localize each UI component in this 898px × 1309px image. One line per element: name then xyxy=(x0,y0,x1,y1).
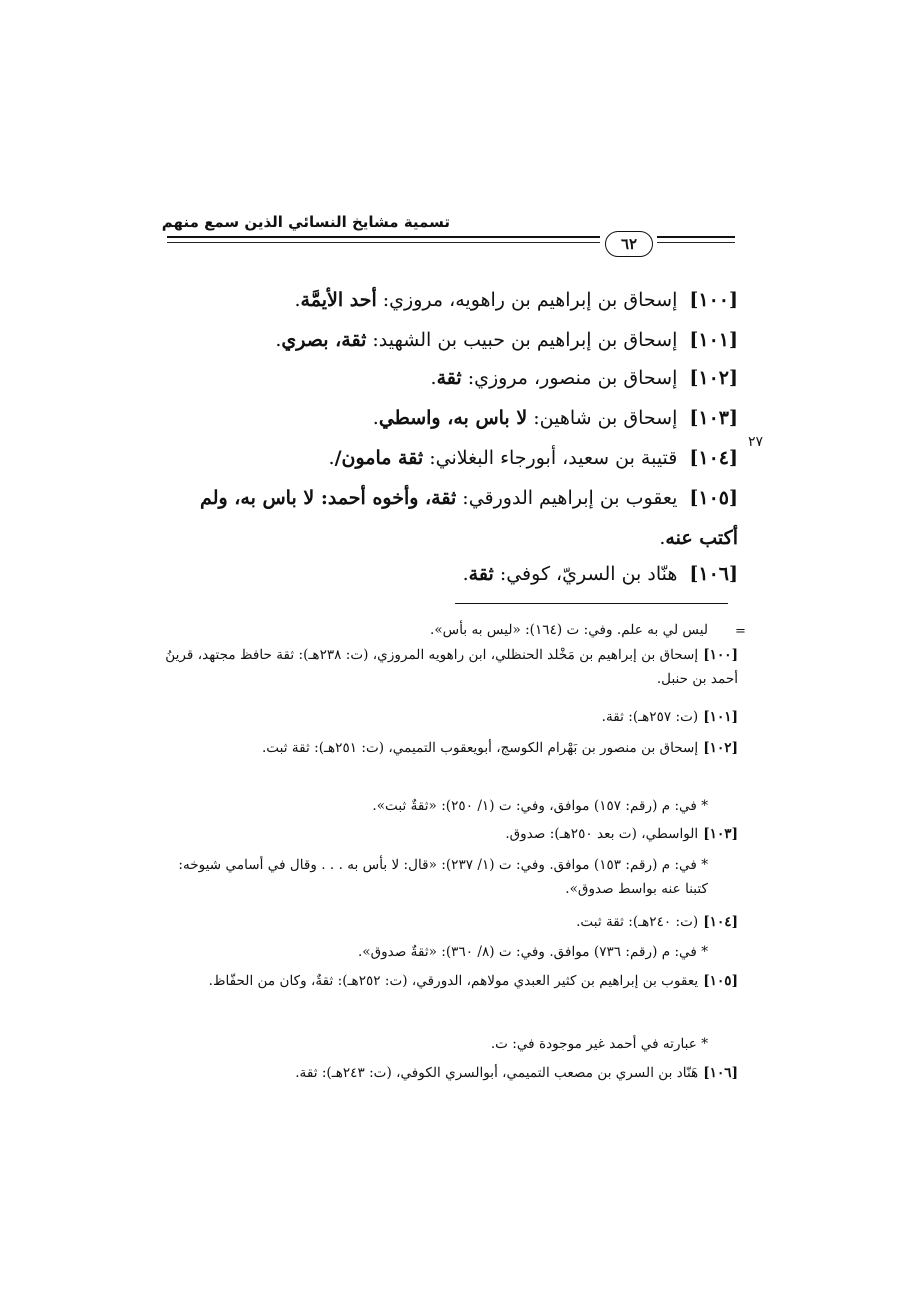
entry-text: إسحاق بن منصور، مروزي: xyxy=(467,367,678,389)
entry-100 xyxy=(294,280,738,320)
entry-104 xyxy=(329,438,738,478)
footnote-text: إسحاق بن منصور بن بَهْرام الكوسج، أبويعقوب التميمي، (ت: ٢٥١هـ): ثقة ثبت. xyxy=(261,740,699,756)
entry-number: [١٠١] xyxy=(689,329,738,351)
footnote-number: [١٠١] xyxy=(703,709,738,725)
entry-text: إسحاق بن شاهين: xyxy=(533,407,678,429)
footnote-note: * في: م (رقم: ١٥٧) موافق، وفي: ت (١/ ٢٥٠): «ثقةٌ ثبت». xyxy=(372,798,708,814)
footnote-number: [١٠٤] xyxy=(703,914,738,930)
footnote-100 xyxy=(160,643,738,691)
running-title: تسمية مشايخ النسائي الذين سمع منهم xyxy=(161,213,450,231)
footnote-105 xyxy=(160,969,738,993)
entry-end: . xyxy=(275,329,282,351)
footnote-102 xyxy=(160,736,738,760)
footnote-number: [١٠٥] xyxy=(703,973,738,989)
entry-103 xyxy=(373,398,738,438)
footnote-note: * في: م (رقم: ١٥٣) موافق. وفي: ت (١/ ٢٣٧): «قال: لا بأس به . . . وقال في أسامي شيوخه: كتبنا عنه بواسط صدوق». xyxy=(178,857,708,897)
entry-grade: ثقة xyxy=(468,563,494,585)
entry-grade: ثقة xyxy=(436,367,462,389)
entry-grade: ثقة، بصري xyxy=(281,329,367,351)
footnote-101 xyxy=(602,705,738,729)
header-rule-bottom xyxy=(167,242,600,243)
entry-number: [١٠٠] xyxy=(689,289,738,311)
footnote-line: ليس لي به علم. وفي: ت (١٦٤): «ليس به بأس». xyxy=(430,622,708,638)
entry-105 xyxy=(163,478,738,558)
header-rule-top xyxy=(167,236,600,238)
entry-grade: ثقة مامون/ xyxy=(334,447,424,469)
page-number: ٦٢ xyxy=(605,231,653,257)
entry-number: [١٠٤] xyxy=(689,447,738,469)
entry-end: . xyxy=(294,289,301,311)
footnote-text: يعقوب بن إبراهيم بن كثير العبدي مولاهم، الدورقي، (ت: ٢٥٢هـ): ثقةٌ، وكان من الحفّاظ. xyxy=(208,973,699,989)
footnote-note: * في: م (رقم: ٧٣٦) موافق. وفي: ت (٨/ ٣٦٠): «ثقةٌ صدوق». xyxy=(357,944,708,960)
footnote-104 xyxy=(576,910,738,934)
entry-end: . xyxy=(462,563,469,585)
entry-text: هنّاد بن السريّ، كوفي: xyxy=(499,563,678,585)
footnote-continuation-marker: = xyxy=(735,624,746,639)
entry-number: [١٠٣] xyxy=(689,407,738,429)
entry-number: [١٠٥] xyxy=(689,487,738,509)
footnote-separator xyxy=(455,603,728,604)
entry-number: [١٠٦] xyxy=(689,563,738,585)
entry-102 xyxy=(431,358,738,398)
footnote-note: * عبارته في أحمد غير موجودة في: ت. xyxy=(490,1036,708,1052)
footnote-text: هَنّاد بن السري بن مصعب التميمي، أبوالسري الكوفي، (ت: ٢٤٣هـ): ثقة. xyxy=(295,1065,699,1081)
entry-text: يعقوب بن إبراهيم الدورقي: xyxy=(462,487,678,509)
entry-end: . xyxy=(659,527,666,549)
footnote-text: (ت: ٢٤٠هـ): ثقة ثبت. xyxy=(576,914,699,930)
entry-end: . xyxy=(430,367,437,389)
footnote-number: [١٠٦] xyxy=(703,1065,738,1081)
footnote-text: إسحاق بن إبراهيم بن مَخْلد الحنظلي، ابن راهويه المروزي، (ت: ٢٣٨هـ): ثقة حافظ مجتهد، قرينُ أحمد بن حنبل. xyxy=(165,647,738,687)
footnote-text: الواسطي، (ت بعد ٢٥٠هـ): صدوق. xyxy=(505,826,699,842)
entry-101 xyxy=(275,320,738,360)
entry-grade: لا باس به، واسطي xyxy=(378,407,528,429)
entry-grade: ثقة، وأخوه أحمد: لا باس به، ولم أكتب عنه xyxy=(200,487,738,549)
footnote-106 xyxy=(295,1061,738,1085)
entry-text: إسحاق بن إبراهيم بن حبيب بن الشهيد: xyxy=(372,329,678,351)
entry-106 xyxy=(463,554,738,594)
entry-text: قتيبة بن سعيد، أبورجاء البغلاني: xyxy=(429,447,678,469)
entry-end: . xyxy=(372,407,379,429)
footnote-number: [١٠٣] xyxy=(703,826,738,842)
footnote-number: [١٠٠] xyxy=(703,647,738,663)
entry-text: إسحاق بن إبراهيم بن راهويه، مروزي: xyxy=(382,289,678,311)
entry-end: . xyxy=(328,447,335,469)
entry-grade: أحد الأيمَّة xyxy=(300,289,377,311)
entry-number: [١٠٢] xyxy=(689,367,738,389)
footnote-103 xyxy=(505,822,738,846)
header-rule-right-top xyxy=(657,236,735,238)
footnote-number: [١٠٢] xyxy=(703,740,738,756)
footnote-text: (ت: ٢٥٧هـ): ثقة. xyxy=(601,709,699,725)
header-rule-right-bottom xyxy=(657,242,735,243)
marginal-folio-number: ٢٧ xyxy=(748,434,764,450)
